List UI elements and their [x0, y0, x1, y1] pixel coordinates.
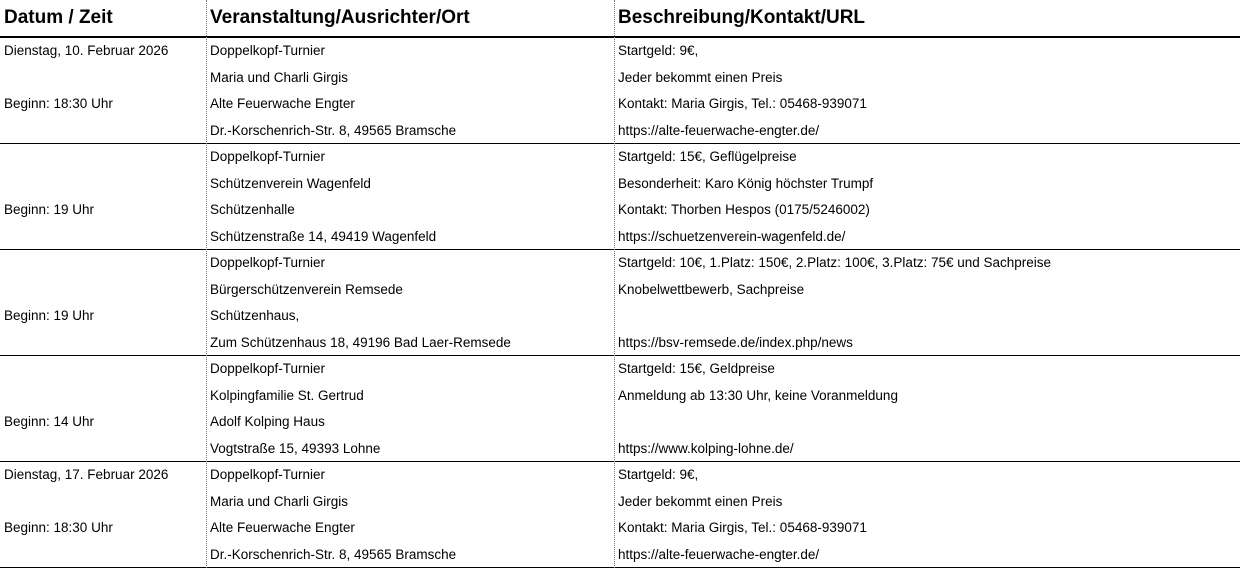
event-description-cell[interactable]: https://schuetzenverein-wagenfeld.de/ — [618, 228, 846, 244]
column-divider — [206, 0, 207, 568]
event-date-cell[interactable] — [0, 224, 206, 251]
event-date-cell[interactable] — [0, 383, 206, 410]
event-date-cell[interactable] — [0, 542, 206, 568]
event-description-cell[interactable]: Kontakt: Maria Girgis, Tel.: 05468-939071 — [618, 520, 867, 535]
event-date-cell[interactable] — [0, 144, 206, 171]
event-date-cell[interactable]: Beginn: 18:30 Uhr — [4, 96, 113, 111]
header-date-time[interactable]: Datum / Zeit — [4, 7, 113, 28]
event-description-cell[interactable]: Jeder bekommt einen Preis — [618, 493, 783, 509]
event-description-cell[interactable]: Startgeld: 15€, Geflügelpreise — [618, 149, 797, 164]
event-name-cell[interactable]: Doppelkopf-Turnier — [210, 149, 326, 164]
event-name-cell[interactable]: Bürgerschützenverein Remsede — [210, 281, 403, 297]
event-date-cell[interactable]: Beginn: 18:30 Uhr — [4, 520, 113, 535]
event-name-cell[interactable]: Zum Schützenhaus 18, 49196 Bad Laer-Remsede — [210, 334, 511, 350]
event-date-cell[interactable] — [0, 171, 206, 198]
event-name-cell[interactable]: Alte Feuerwache Engter — [210, 520, 355, 535]
event-description-cell[interactable]: https://bsv-remsede.de/index.php/news — [618, 334, 853, 350]
event-description-cell[interactable]: Startgeld: 15€, Geldpreise — [618, 361, 775, 376]
event-block — [0, 250, 1240, 356]
event-date-cell[interactable] — [0, 65, 206, 92]
event-name-cell[interactable]: Maria und Charli Girgis — [210, 493, 349, 509]
event-description-cell[interactable]: Kontakt: Thorben Hespos (0175/5246002) — [618, 202, 870, 217]
event-date-cell[interactable] — [0, 489, 206, 516]
event-date-cell[interactable] — [0, 250, 206, 277]
event-description-cell[interactable]: Startgeld: 9€, — [618, 43, 699, 58]
event-name-cell[interactable]: Schützenhalle — [210, 202, 295, 217]
event-name-cell[interactable]: Doppelkopf-Turnier — [210, 255, 326, 270]
event-description-cell[interactable]: Kontakt: Maria Girgis, Tel.: 05468-939071 — [618, 96, 867, 111]
event-name-cell[interactable]: Alte Feuerwache Engter — [210, 96, 355, 111]
event-description-cell[interactable] — [614, 409, 1240, 436]
event-name-cell[interactable]: Doppelkopf-Turnier — [210, 43, 326, 58]
event-description-cell[interactable]: Startgeld: 9€, — [618, 467, 699, 482]
event-date-cell[interactable]: Beginn: 14 Uhr — [4, 414, 95, 429]
event-description-cell[interactable]: Knobelwettbewerb, Sachpreise — [618, 281, 805, 297]
event-date-cell[interactable]: Dienstag, 17. Februar 2026 — [4, 467, 169, 482]
event-description-cell[interactable]: https://www.kolping-lohne.de/ — [618, 440, 794, 456]
event-block — [0, 38, 1240, 144]
event-description-cell[interactable]: Anmeldung ab 13:30 Uhr, keine Voranmeldung — [618, 387, 898, 403]
event-name-cell[interactable]: Schützenstraße 14, 49419 Wagenfeld — [210, 228, 437, 244]
event-description-cell[interactable]: Jeder bekommt einen Preis — [618, 69, 783, 85]
event-date-cell[interactable] — [0, 118, 206, 145]
event-block — [0, 356, 1240, 462]
event-date-cell[interactable]: Beginn: 19 Uhr — [4, 308, 95, 323]
event-name-cell[interactable]: Kolpingfamilie St. Gertrud — [210, 387, 364, 403]
table-header — [0, 0, 1240, 38]
event-block — [0, 144, 1240, 250]
header-description-contact-url[interactable]: Beschreibung/Kontakt/URL — [618, 7, 866, 28]
event-date-cell[interactable]: Dienstag, 10. Februar 2026 — [4, 43, 169, 58]
column-divider — [614, 0, 615, 568]
event-name-cell[interactable]: Schützenverein Wagenfeld — [210, 175, 371, 191]
event-name-cell[interactable]: Doppelkopf-Turnier — [210, 361, 326, 376]
event-description-cell[interactable]: https://alte-feuerwache-engter.de/ — [618, 122, 820, 138]
event-date-cell[interactable] — [0, 330, 206, 357]
event-name-cell[interactable]: Schützenhaus, — [210, 308, 300, 323]
event-date-cell[interactable] — [0, 277, 206, 304]
event-name-cell[interactable]: Maria und Charli Girgis — [210, 69, 349, 85]
event-name-cell[interactable]: Vogtstraße 15, 49393 Lohne — [210, 440, 381, 456]
event-description-cell[interactable]: https://alte-feuerwache-engter.de/ — [618, 546, 820, 562]
event-block — [0, 462, 1240, 568]
event-name-cell[interactable]: Dr.-Korschenrich-Str. 8, 49565 Bramsche — [210, 546, 457, 562]
event-description-cell[interactable]: Startgeld: 10€, 1.Platz: 150€, 2.Platz: 100€, 3.Platz: 75€ und Sachpreise — [618, 255, 1052, 270]
event-date-cell[interactable] — [0, 356, 206, 383]
event-name-cell[interactable]: Doppelkopf-Turnier — [210, 467, 326, 482]
header-event-organizer-location[interactable]: Veranstaltung/Ausrichter/Ort — [210, 7, 470, 28]
event-name-cell[interactable]: Dr.-Korschenrich-Str. 8, 49565 Bramsche — [210, 122, 457, 138]
event-name-cell[interactable]: Adolf Kolping Haus — [210, 414, 325, 429]
event-date-cell[interactable] — [0, 436, 206, 463]
event-date-cell[interactable]: Beginn: 19 Uhr — [4, 202, 95, 217]
event-description-cell[interactable]: Besonderheit: Karo König höchster Trumpf — [618, 175, 874, 191]
event-description-cell[interactable] — [614, 303, 1240, 330]
